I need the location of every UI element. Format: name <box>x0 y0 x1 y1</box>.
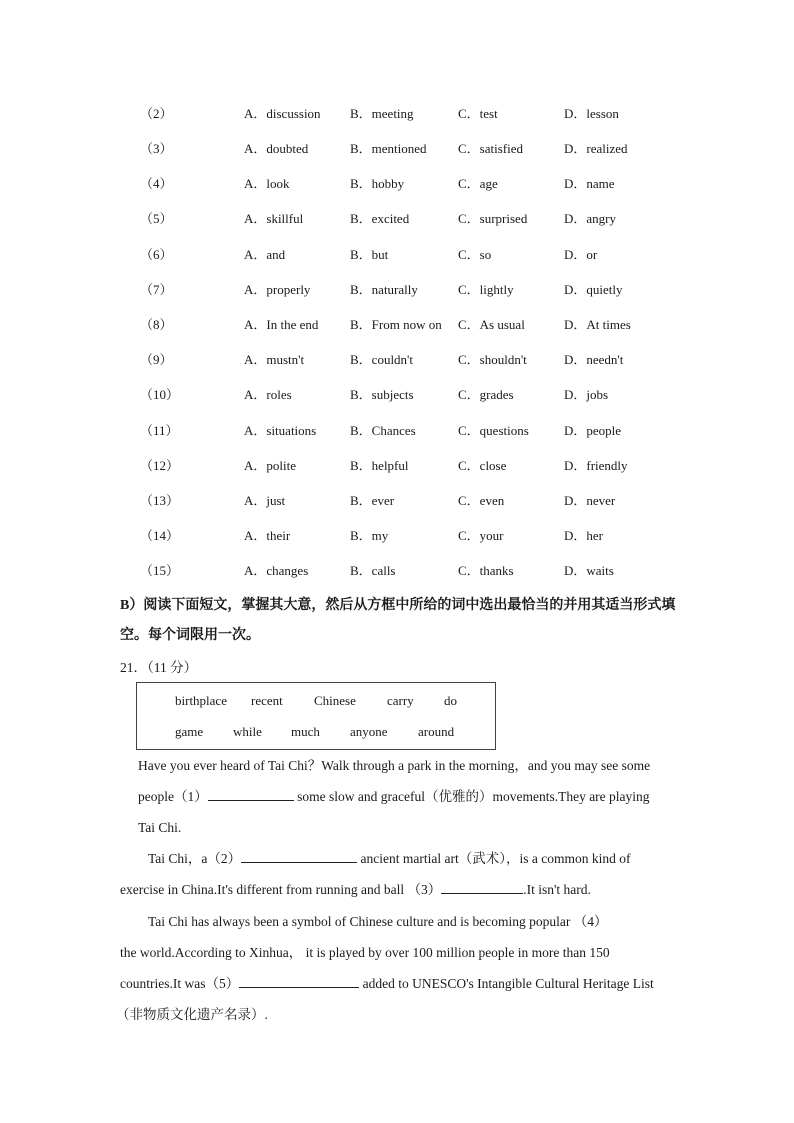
option-b: B．helpful <box>350 458 409 473</box>
passage-line <box>120 968 654 999</box>
option-b: B．calls <box>350 563 396 578</box>
option-b: B．subjects <box>350 387 414 402</box>
question-number: （4） <box>140 176 173 191</box>
word-box <box>136 682 496 750</box>
option-a: A．polite <box>244 458 296 473</box>
question-number: （7） <box>140 282 173 297</box>
question-number: （15） <box>140 563 180 578</box>
option-a: A．just <box>244 493 286 508</box>
option-b: B．excited <box>350 211 410 226</box>
option-c: C．grades <box>458 387 514 402</box>
passage-text: Tai Chi，a（2） <box>148 851 242 866</box>
word-box-word: while <box>233 724 262 739</box>
question-row <box>0 138 794 160</box>
option-a: A．skillful <box>244 211 304 226</box>
question-number: （13） <box>140 493 180 508</box>
question-number: （3） <box>140 141 173 156</box>
option-a: A．look <box>244 176 290 191</box>
answer-blank-3[interactable] <box>441 880 523 894</box>
question-row <box>0 279 794 301</box>
question-number: （9） <box>140 352 173 367</box>
question-number: （11） <box>140 423 179 438</box>
option-b: B．From now on <box>350 317 442 332</box>
question-row <box>0 455 794 477</box>
passage-text: people（1） <box>138 789 208 804</box>
option-d: D．people <box>564 423 622 438</box>
word-box-word: do <box>444 693 457 708</box>
option-a: A．In the end <box>244 317 319 332</box>
section-b-instructions-line1: B）阅读下面短文，掌握其大意，然后从方框中所给的词中选出最恰当的并用其适当形式填 <box>120 598 676 613</box>
option-c: C．lightly <box>458 282 514 297</box>
option-b: B．mentioned <box>350 141 427 156</box>
question-row <box>0 525 794 547</box>
option-a: A．doubted <box>244 141 309 156</box>
option-b: B．couldn't <box>350 352 414 367</box>
option-b: B．but <box>350 247 389 262</box>
passage-line <box>138 781 650 812</box>
word-box-word: around <box>418 724 455 739</box>
option-d: D．realized <box>564 141 628 156</box>
option-c: C．close <box>458 458 507 473</box>
option-a: A．their <box>244 528 291 543</box>
option-d: D．quietly <box>564 282 623 297</box>
question-row <box>0 384 794 406</box>
option-c: C．shouldn't <box>458 352 527 367</box>
passage-text: countries.It was（5） <box>120 976 240 991</box>
answer-blank-2[interactable] <box>241 849 357 863</box>
question-row <box>0 103 794 125</box>
option-b: B．naturally <box>350 282 418 297</box>
option-b: B．ever <box>350 493 395 508</box>
option-d: D．needn't <box>564 352 624 367</box>
word-box-word: birthplace <box>175 693 227 708</box>
word-box-word: much <box>291 724 320 739</box>
option-a: A．discussion <box>244 106 321 121</box>
passage-line <box>120 874 591 905</box>
passage-text: added to UNESCO's Intangible Cultural Heritage List <box>359 976 654 991</box>
option-c: C．so <box>458 247 492 262</box>
word-box-word: game <box>175 724 204 739</box>
question-number: （14） <box>140 528 180 543</box>
question-row <box>0 490 794 512</box>
word-box-word: anyone <box>350 724 388 739</box>
passage-line: Have you ever heard of Tai Chi？Walk through a park in the morning，and you may see some <box>138 758 651 773</box>
question-row <box>0 420 794 442</box>
question-row <box>0 349 794 371</box>
option-b: B．Chances <box>350 423 416 438</box>
passage-text: .It isn't hard. <box>523 882 591 897</box>
passage-text: ancient martial art（武术），is a common kind of <box>357 851 631 866</box>
section-b-instructions-line2: 空。每个词限用一次。 <box>120 628 260 643</box>
option-a: A．changes <box>244 563 309 578</box>
option-d: D．lesson <box>564 106 619 121</box>
option-d: D．friendly <box>564 458 628 473</box>
answer-blank-1[interactable] <box>208 787 294 801</box>
option-d: D．or <box>564 247 598 262</box>
option-b: B．hobby <box>350 176 405 191</box>
option-c: C．age <box>458 176 498 191</box>
question-row <box>0 560 794 582</box>
question-21-label: 21．（11 分） <box>120 660 198 675</box>
option-d: D．her <box>564 528 603 543</box>
option-d: D．never <box>564 493 616 508</box>
question-row <box>0 208 794 230</box>
question-number: （6） <box>140 247 173 262</box>
passage-line: the world.According to Xinhua， it is played by over 100 million people in more than 150 <box>120 945 610 960</box>
option-a: A．and <box>244 247 286 262</box>
option-d: D．angry <box>564 211 616 226</box>
option-d: D．At times <box>564 317 631 332</box>
option-b: B．my <box>350 528 389 543</box>
question-row <box>0 244 794 266</box>
question-number: （10） <box>140 387 180 402</box>
question-number: （12） <box>140 458 180 473</box>
answer-blank-5[interactable] <box>239 974 359 988</box>
word-box-word: Chinese <box>314 693 356 708</box>
option-c: C．thanks <box>458 563 514 578</box>
question-number: （5） <box>140 211 173 226</box>
option-a: A．situations <box>244 423 317 438</box>
option-d: D．jobs <box>564 387 609 402</box>
option-a: A．roles <box>244 387 292 402</box>
passage-text: some slow and graceful（优雅的）movements.They are playing <box>293 789 650 804</box>
option-c: C．even <box>458 493 505 508</box>
option-a: A．properly <box>244 282 311 297</box>
question-number: （2） <box>140 106 173 121</box>
option-c: C．questions <box>458 423 529 438</box>
option-c: C．your <box>458 528 504 543</box>
word-box-word: carry <box>387 693 414 708</box>
passage-line: Tai Chi has always been a symbol of Chinese culture and is becoming popular （4） <box>148 914 608 929</box>
word-box-word: recent <box>251 693 283 708</box>
option-c: C．As usual <box>458 317 525 332</box>
option-c: C．surprised <box>458 211 528 226</box>
passage-line: （非物质文化遗产名录）. <box>116 1007 268 1022</box>
passage-line: Tai Chi. <box>138 820 182 835</box>
question-number: （8） <box>140 317 173 332</box>
option-c: C．satisfied <box>458 141 523 156</box>
passage-line <box>148 843 630 874</box>
option-d: D．name <box>564 176 615 191</box>
option-a: A．mustn't <box>244 352 305 367</box>
option-d: D．waits <box>564 563 614 578</box>
question-row <box>0 173 794 195</box>
option-b: B．meeting <box>350 106 414 121</box>
option-c: C．test <box>458 106 498 121</box>
question-row <box>0 314 794 336</box>
passage-text: exercise in China.It's different from running and ball （3） <box>120 882 442 897</box>
